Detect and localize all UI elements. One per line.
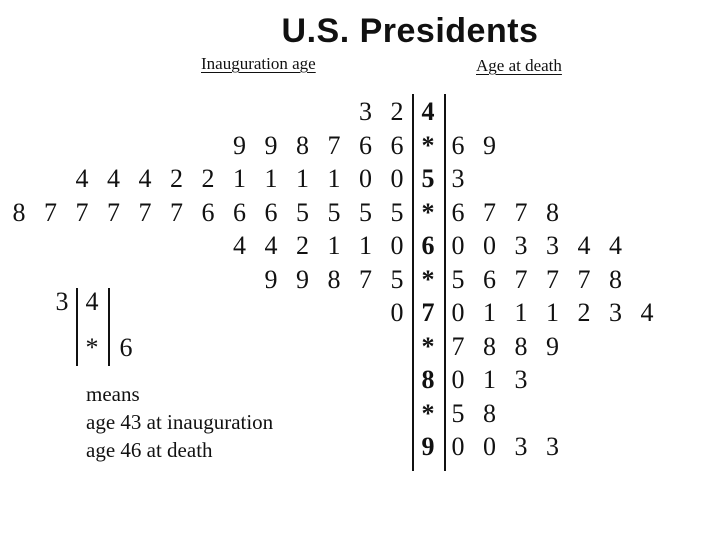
key-line-1: means [86,382,140,406]
left-leaf: 1 [327,164,341,193]
stem-2: 5 [421,164,435,193]
left-leaf: 8 [327,264,341,294]
right-leaf: 7 [514,197,528,227]
left-leaf: 7 [359,264,372,294]
left-leaf: 1 [233,164,246,193]
stem-8: 8 [421,365,435,394]
left-leaf: 1 [359,231,372,260]
left-leaf: 3 [359,97,372,126]
left-leaf: 6 [233,197,246,227]
key-line-3: age 46 at death [86,438,213,462]
right-leaf: 3 [514,365,528,394]
right-leaf: 0 [451,365,465,394]
left-leaf: 2 [390,97,404,126]
stem-6: 7 [421,298,435,327]
right-leaf: 4 [609,231,622,260]
stem-9: * [421,398,435,428]
right-leaf: 4 [640,298,654,327]
key-right-divider [108,288,110,366]
left-leaf: 2 [170,164,183,193]
right-leaf: 7 [514,264,528,294]
left-leaf: 5 [296,197,309,227]
left-leaf: 0 [390,298,404,327]
right-leaf: 6 [451,130,465,160]
left-leaf: 1 [264,164,278,193]
right-leaf: 6 [451,197,465,227]
right-leaf: 4 [577,231,591,260]
left-leaf: 2 [201,164,215,193]
left-leaf: 6 [264,197,278,227]
left-leaf: 4 [75,164,89,193]
stem-5: * [421,264,435,294]
left-leaf: 9 [296,264,309,294]
stem-4: 6 [421,231,435,260]
right-leaf: 1 [483,365,496,394]
right-leaf: 3 [514,432,528,461]
left-leaf: 6 [359,130,372,160]
left-leaf: 1 [296,164,309,193]
right-leaf: 1 [483,298,496,327]
right-leaf: 1 [546,298,559,327]
left-leaf: 2 [296,231,309,260]
key-stem-star: * [85,333,99,362]
left-leaf: 6 [390,130,404,160]
right-leaf: 5 [451,264,465,294]
stem-10: 9 [421,432,435,461]
right-leaf: 7 [451,331,465,361]
left-leaf: 7 [327,130,341,160]
key-line-2: age 43 at inauguration [86,410,274,434]
stem-1: * [421,130,435,160]
stem-3: * [421,197,435,227]
left-leaf: 5 [359,197,372,227]
right-axis-title: Age at death [476,56,562,75]
left-leaf: 7 [170,197,183,227]
stem-0: 4 [421,97,435,126]
right-leaf: 0 [451,432,465,461]
right-leaf: 2 [577,298,591,327]
left-leaf: 1 [327,231,341,260]
right-leaf: 0 [483,231,496,260]
right-leaf: 3 [546,432,559,461]
left-leaf: 9 [264,264,278,294]
right-leaf: 8 [609,264,622,294]
left-leaf: 0 [390,231,404,260]
right-leaf: 0 [451,231,465,260]
left-leaf: 8 [12,197,26,227]
right-leaf: 8 [514,331,528,361]
left-leaf: 4 [264,231,278,260]
left-leaf: 5 [390,264,404,294]
right-leaf: 3 [451,164,465,193]
left-leaf: 9 [233,130,246,160]
right-leaf: 7 [483,197,496,227]
left-leaf: 9 [264,130,278,160]
left-leaf: 8 [296,130,309,160]
left-leaf: 5 [390,197,404,227]
left-leaf: 7 [44,197,57,227]
left-leaf: 4 [138,164,152,193]
right-leaf: 0 [483,432,496,461]
right-leaf: 9 [546,331,559,361]
right-leaf: 3 [546,231,559,260]
left-leaf: 4 [107,164,120,193]
left-leaf: 5 [327,197,341,227]
key-stem: 4 [85,287,99,316]
right-leaf: 7 [546,264,559,294]
right-leaf: 6 [483,264,496,294]
right-leaf: 3 [514,231,528,260]
right-leaf: 8 [546,197,559,227]
left-leaf: 7 [138,197,152,227]
stem-7: * [421,331,435,361]
left-leaf: 6 [201,197,215,227]
left-leaf: 7 [75,197,89,227]
left-leaf: 0 [390,164,404,193]
right-leaf: 0 [451,298,465,327]
right-leaf: 3 [609,298,622,327]
right-leaf: 7 [577,264,591,294]
chart-title: U.S. Presidents [281,12,539,50]
right-leaf: 8 [483,398,496,428]
right-leaf: 1 [514,298,528,327]
left-leaf: 0 [359,164,372,193]
right-leaf: 9 [483,130,496,160]
right-leaf: 5 [451,398,465,428]
key-right-leaf: 6 [119,333,133,362]
right-leaf: 8 [483,331,496,361]
left-leaf: 7 [107,197,120,227]
key-left-leaf: 3 [55,287,69,316]
left-leaf: 4 [233,231,246,260]
left-axis-title: Inauguration age [201,54,316,73]
